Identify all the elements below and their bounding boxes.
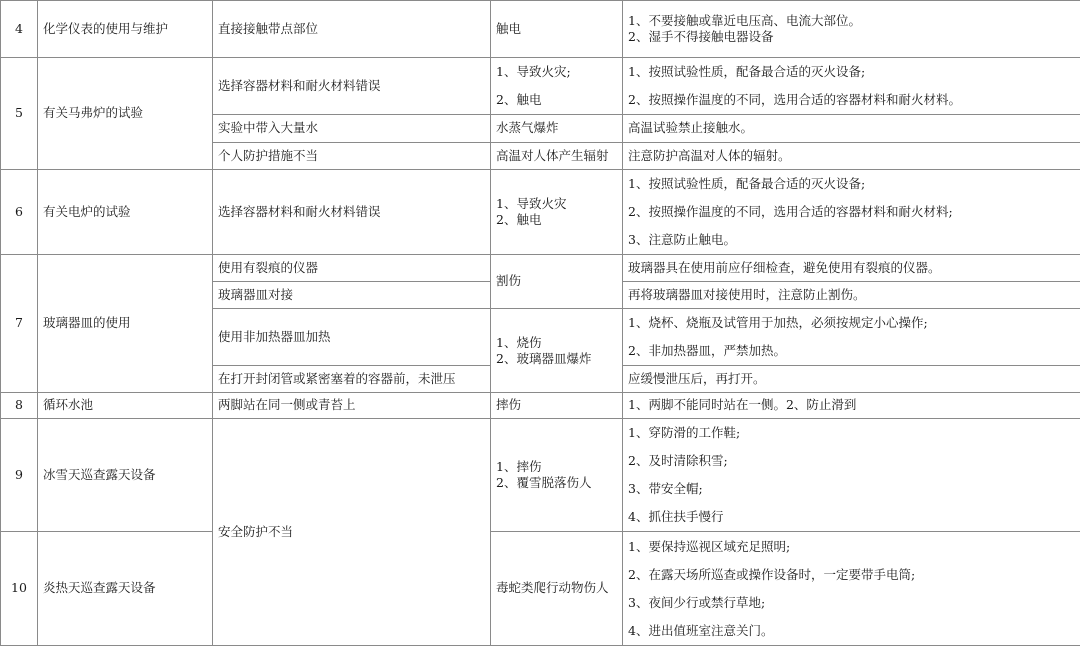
table-row bbox=[1, 58, 1080, 115]
row-number: 10 bbox=[1, 532, 38, 646]
control-measures: 应缓慢泄压后，再打开。 bbox=[623, 366, 1080, 393]
hazard-type bbox=[491, 58, 623, 115]
measure-line: 1、要保持巡视区域充足照明; bbox=[628, 533, 1075, 561]
table-row bbox=[1, 255, 1080, 282]
measure-line: 3、带安全帽; bbox=[628, 475, 1075, 503]
work-item: 有关电炉的试验 bbox=[38, 170, 213, 255]
row-number: 5 bbox=[1, 58, 38, 170]
hazard-type: 水蒸气爆炸 bbox=[491, 115, 623, 143]
table-row bbox=[1, 532, 1080, 646]
hazard-type bbox=[491, 309, 623, 393]
control-measures: 玻璃器具在使用前应仔细检查，避免使用有裂痕的仪器。 bbox=[623, 255, 1080, 282]
hazard-factor: 两脚站在同一侧或青苔上 bbox=[213, 393, 491, 419]
hazard-factor: 选择容器材料和耐火材料错误 bbox=[213, 170, 491, 255]
measure-line: 2、及时清除积雪; bbox=[628, 447, 1075, 475]
work-item: 玻璃器皿的使用 bbox=[38, 255, 213, 393]
row-number: 8 bbox=[1, 393, 38, 419]
control-measures: 高温试验禁止接触水。 bbox=[623, 115, 1080, 143]
hazard-type: 摔伤 bbox=[491, 393, 623, 419]
table-row bbox=[1, 393, 1080, 419]
table-row bbox=[1, 1, 1080, 58]
control-measures: 再将玻璃器皿对接使用时，注意防止割伤。 bbox=[623, 282, 1080, 309]
hazard-type: 割伤 bbox=[491, 255, 623, 309]
hazard-factor: 直接接触带点部位 bbox=[213, 1, 491, 58]
hazard-factor: 选择容器材料和耐火材料错误 bbox=[213, 58, 491, 115]
hazard-line: 2、覆雪脱落伤人 bbox=[496, 475, 617, 491]
work-item: 循环水池 bbox=[38, 393, 213, 419]
measure-line: 4、抓住扶手慢行 bbox=[628, 503, 1075, 531]
measure-line: 4、进出值班室注意关门。 bbox=[628, 617, 1075, 645]
table-row bbox=[1, 419, 1080, 532]
hazard-factor: 使用非加热器皿加热 bbox=[213, 309, 491, 366]
hazard-factor: 实验中带入大量水 bbox=[213, 115, 491, 143]
hazard-type: 毒蛇类爬行动物伤人 bbox=[491, 532, 623, 646]
row-number: 4 bbox=[1, 1, 38, 58]
control-measures: 注意防护高温对人体的辐射。 bbox=[623, 143, 1080, 170]
measure-line: 2、非加热器皿，严禁加热。 bbox=[628, 337, 1075, 365]
hazard-type bbox=[491, 170, 623, 255]
row-number: 7 bbox=[1, 255, 38, 393]
table-row bbox=[1, 170, 1080, 255]
row-number: 9 bbox=[1, 419, 38, 532]
measure-line: 3、夜间少行或禁行草地; bbox=[628, 589, 1075, 617]
hazard-factor: 个人防护措施不当 bbox=[213, 143, 491, 170]
row-number: 6 bbox=[1, 170, 38, 255]
measure-line: 1、不要接触或靠近电压高、电流大部位。 bbox=[628, 13, 1075, 29]
hazard-line: 1、导致火灾 bbox=[496, 196, 617, 212]
hazard-factor: 使用有裂痕的仪器 bbox=[213, 255, 491, 282]
hazard-factor: 安全防护不当 bbox=[213, 419, 491, 646]
measure-line: 2、按照操作温度的不同，选用合适的容器材料和耐火材料; bbox=[628, 198, 1075, 226]
hazard-line: 2、触电 bbox=[496, 86, 617, 114]
control-measures bbox=[623, 532, 1080, 646]
measure-line: 1、烧杯、烧瓶及试管用于加热，必须按规定小心操作; bbox=[628, 309, 1075, 337]
measure-line: 3、注意防止触电。 bbox=[628, 226, 1075, 254]
hazard-factor: 在打开封闭管或紧密塞着的容器前，未泄压 bbox=[213, 366, 491, 393]
measure-line: 2、在露天场所巡查或操作设备时，一定要带手电筒; bbox=[628, 561, 1075, 589]
hazard-type bbox=[491, 419, 623, 532]
measure-line: 2、湿手不得接触电器设备 bbox=[628, 29, 1075, 45]
measure-line: 2、按照操作温度的不同，选用合适的容器材料和耐火材料。 bbox=[628, 86, 1075, 114]
work-item: 有关马弗炉的试验 bbox=[38, 58, 213, 170]
measure-line: 1、按照试验性质，配备最合适的灭火设备; bbox=[628, 170, 1075, 198]
control-measures bbox=[623, 170, 1080, 255]
hazard-factor: 玻璃器皿对接 bbox=[213, 282, 491, 309]
control-measures bbox=[623, 419, 1080, 532]
hazard-line: 1、烧伤 bbox=[496, 335, 617, 351]
hazard-type: 高温对人体产生辐射 bbox=[491, 143, 623, 170]
work-item: 炎热天巡查露天设备 bbox=[38, 532, 213, 646]
measure-line: 1、按照试验性质，配备最合适的灭火设备; bbox=[628, 58, 1075, 86]
hazard-line: 2、触电 bbox=[496, 212, 617, 228]
hazard-line: 1、摔伤 bbox=[496, 459, 617, 475]
work-item: 化学仪表的使用与维护 bbox=[38, 1, 213, 58]
hazard-type: 触电 bbox=[491, 1, 623, 58]
measure-line: 1、穿防滑的工作鞋; bbox=[628, 419, 1075, 447]
control-measures: 1、两脚不能同时站在一侧。2、防止滑到 bbox=[623, 393, 1080, 419]
hazard-line: 2、玻璃器皿爆炸 bbox=[496, 351, 617, 367]
control-measures bbox=[623, 309, 1080, 366]
work-item: 冰雪天巡查露天设备 bbox=[38, 419, 213, 532]
hazard-line: 1、导致火灾; bbox=[496, 58, 617, 86]
control-measures bbox=[623, 1, 1080, 58]
control-measures bbox=[623, 58, 1080, 115]
